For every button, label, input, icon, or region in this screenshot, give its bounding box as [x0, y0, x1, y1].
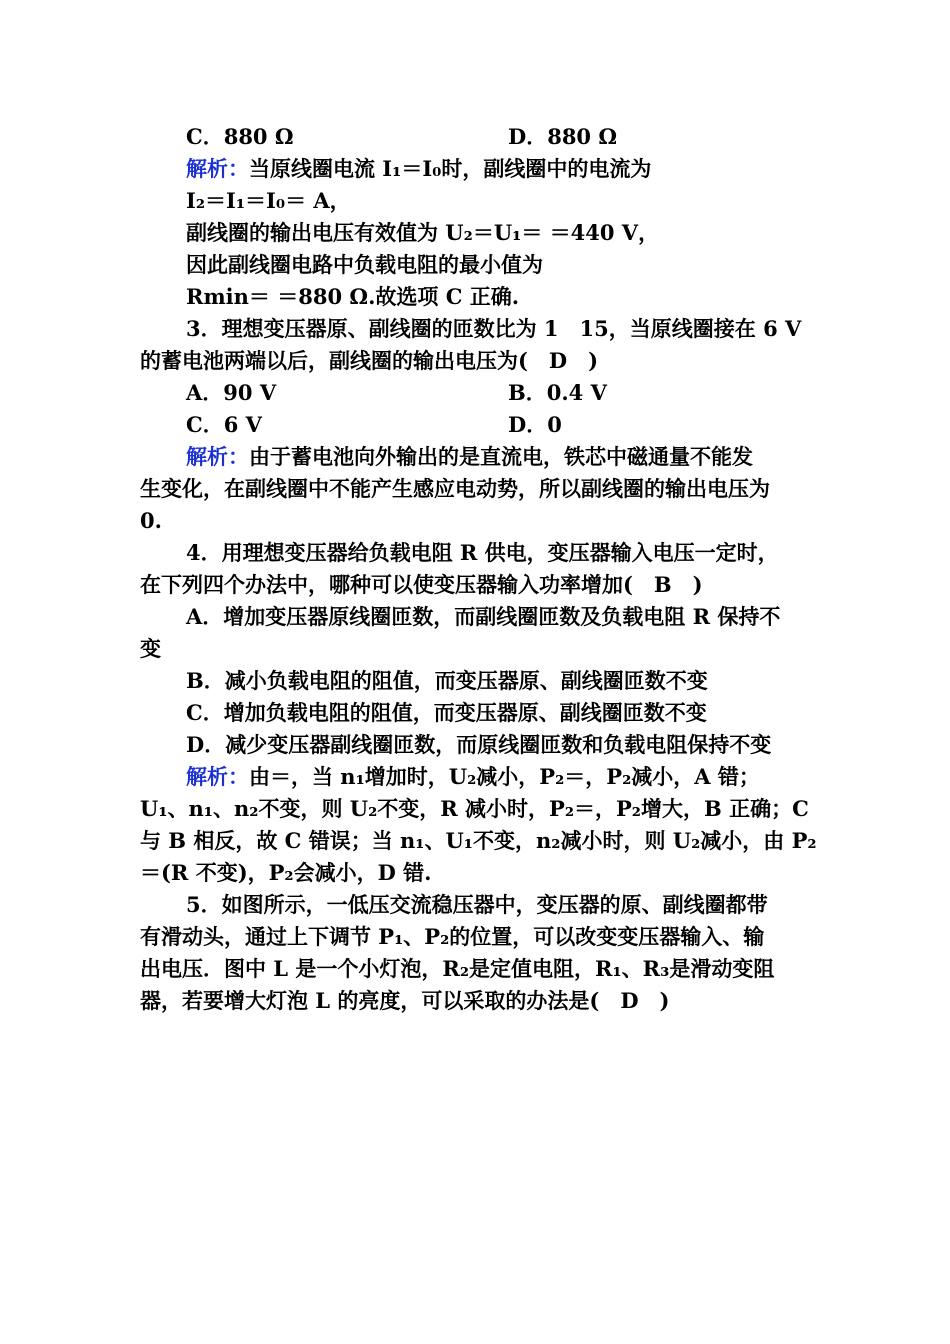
q2-analysis-line-3: 副线圈的输出电压有效值为 U₂＝U₁＝ ＝440 V， — [186, 220, 660, 245]
q4-option-a-line-2: 变 — [140, 636, 161, 661]
q3-option-c: C．6 V — [186, 412, 262, 437]
q2-analysis-line-4: 因此副线圈电路中负载电阻的最小值为 — [186, 252, 543, 277]
q3-stem-line-2: 的蓄电池两端以后，副线圈的输出电压为( D ) — [140, 348, 599, 373]
q4-analysis-line-2: U₁、n₁、n₂不变，则 U₂不变，R 减小时，P₂＝，P₂增大，B 正确；C — [140, 796, 809, 821]
q3-option-b: B．0.4 V — [508, 380, 607, 405]
q3-analysis-line-3: 0. — [140, 508, 162, 533]
q3-option-a: A．90 V — [186, 380, 277, 405]
analysis-label: 解析： — [186, 444, 249, 469]
q3-analysis-line-1 — [186, 442, 753, 472]
q4-option-c: C．增加负载电阻的阻值，而变压器原、副线圈匝数不变 — [186, 700, 707, 725]
analysis-label: 解析： — [186, 156, 249, 181]
q4-option-d: D．减少变压器副线圈匝数，而原线圈匝数和负载电阻保持不变 — [186, 732, 772, 757]
q5-stem-line-2: 有滑动头，通过上下调节 P₁、P₂的位置，可以改变变压器输入、输 — [140, 924, 765, 949]
q4-option-b: B．减小负载电阻的阻值，而变压器原、副线圈匝数不变 — [186, 668, 708, 693]
q4-analysis-line-1 — [186, 762, 760, 792]
q4-analysis-line-3: 与 B 相反，故 C 错误；当 n₁、U₁不变，n₂减小时，则 U₂减小，由 P₂ — [140, 828, 817, 853]
q4-analysis-text-1: 由＝，当 n₁增加时，U₂减小，P₂＝，P₂减小，A 错； — [249, 764, 760, 789]
q2-analysis-line-5: Rmin＝ ＝880 Ω.故选项 C 正确. — [186, 284, 520, 309]
q2-analysis-line-1 — [186, 154, 651, 184]
q4-stem-line-1: 4．用理想变压器给负载电阻 R 供电，变压器输入电压一定时， — [186, 540, 779, 565]
q2-analysis-line-2: I₂＝I₁＝I₀＝ A， — [186, 188, 351, 213]
q5-stem-line-1: 5．如图所示，一低压交流稳压器中，变压器的原、副线圈都带 — [186, 892, 768, 917]
q2-option-c: C．880 Ω — [186, 124, 294, 149]
q2-option-d: D．880 Ω — [508, 124, 618, 149]
q2-analysis-text-1: 当原线圈电流 I₁＝I₀时，副线圈中的电流为 — [249, 156, 652, 181]
q4-stem-line-2: 在下列四个办法中，哪种可以使变压器输入功率增加( B ) — [140, 572, 703, 597]
analysis-label: 解析： — [186, 764, 249, 789]
q3-stem-line-1: 3．理想变压器原、副线圈的匝数比为 1 15，当原线圈接在 6 V — [186, 316, 802, 341]
q5-stem-line-4: 器，若要增大灯泡 L 的亮度，可以采取的办法是( D ) — [140, 988, 670, 1013]
q3-analysis-line-2: 生变化，在副线圈中不能产生感应电动势，所以副线圈的输出电压为 — [140, 476, 770, 501]
q4-analysis-line-4: ＝(R 不变)，P₂会减小，D 错. — [140, 860, 432, 885]
q3-option-d: D．0 — [508, 412, 562, 437]
q4-option-a-line-1: A．增加变压器原线圈匝数，而副线圈匝数及负载电阻 R 保持不 — [186, 604, 781, 629]
q5-stem-line-3: 出电压．图中 L 是一个小灯泡，R₂是定值电阻，R₁、R₃是滑动变阻 — [140, 956, 775, 981]
q3-analysis-text-1: 由于蓄电池向外输出的是直流电，铁芯中磁通量不能发 — [249, 444, 753, 469]
